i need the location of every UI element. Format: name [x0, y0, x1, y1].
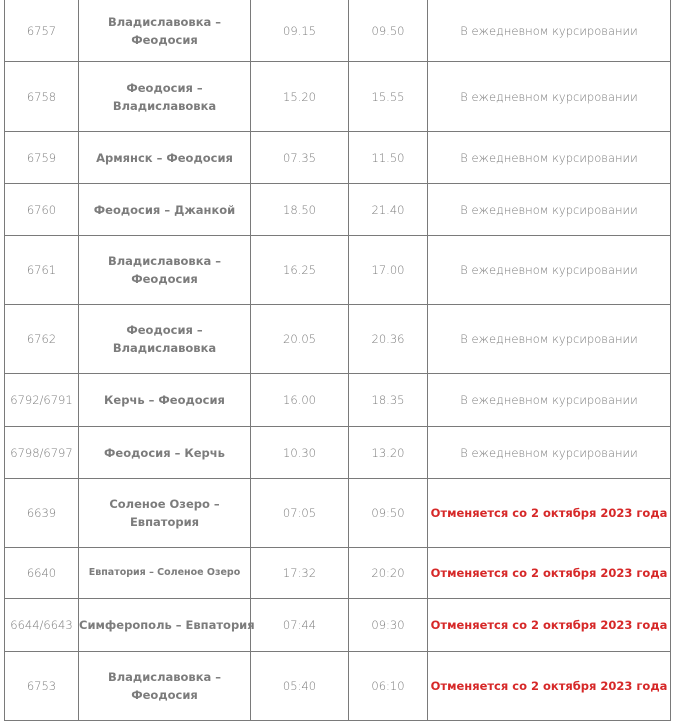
- train-number: 6639: [5, 479, 79, 548]
- route: Владиславовка – Феодосия: [79, 0, 251, 62]
- route: Феодосия – Владиславовка: [79, 305, 251, 374]
- departure-time: 07:05: [251, 479, 349, 548]
- arrival-time: 09:30: [349, 599, 428, 652]
- train-number: 6753: [5, 652, 79, 721]
- departure-time: 18.50: [251, 184, 349, 236]
- train-number: 6644/6643: [5, 599, 79, 652]
- route: Керчь – Феодосия: [79, 374, 251, 427]
- schedule-note: В ежедневном курсировании: [428, 132, 671, 184]
- train-schedule-table: [4, 0, 671, 721]
- cancellation-note: Отменяется со 2 октября 2023 года: [428, 548, 671, 599]
- table-row: [5, 652, 671, 721]
- route: Феодосия – Владиславовка: [79, 62, 251, 132]
- table-row: [5, 62, 671, 132]
- train-number: 6760: [5, 184, 79, 236]
- table-row: [5, 599, 671, 652]
- schedule-note: В ежедневном курсировании: [428, 62, 671, 132]
- departure-time: 05:40: [251, 652, 349, 721]
- train-number: 6792/6791: [5, 374, 79, 427]
- arrival-time: 15.55: [349, 62, 428, 132]
- route: Евпатория – Соленое Озеро: [79, 548, 251, 599]
- schedule-note: В ежедневном курсировании: [428, 427, 671, 479]
- route: Симферополь – Евпатория: [79, 599, 251, 652]
- cancellation-note: Отменяется со 2 октября 2023 года: [428, 599, 671, 652]
- arrival-time: 21.40: [349, 184, 428, 236]
- schedule-note: В ежедневном курсировании: [428, 184, 671, 236]
- route: Феодосия – Керчь: [79, 427, 251, 479]
- route: Феодосия – Джанкой: [79, 184, 251, 236]
- schedule-note: В ежедневном курсировании: [428, 0, 671, 62]
- table-row: [5, 427, 671, 479]
- departure-time: 10.30: [251, 427, 349, 479]
- table-row: [5, 548, 671, 599]
- route: Владиславовка – Феодосия: [79, 652, 251, 721]
- departure-time: 20.05: [251, 305, 349, 374]
- departure-time: 09.15: [251, 0, 349, 62]
- table-row: [5, 236, 671, 305]
- departure-time: 15.20: [251, 62, 349, 132]
- train-number: 6798/6797: [5, 427, 79, 479]
- arrival-time: 13.20: [349, 427, 428, 479]
- train-number: 6757: [5, 0, 79, 62]
- arrival-time: 17.00: [349, 236, 428, 305]
- cancellation-note: Отменяется со 2 октября 2023 года: [428, 652, 671, 721]
- table-row: [5, 305, 671, 374]
- departure-time: 07:44: [251, 599, 349, 652]
- train-number: 6761: [5, 236, 79, 305]
- route: Армянск – Феодосия: [79, 132, 251, 184]
- table-row: [5, 184, 671, 236]
- train-number: 6762: [5, 305, 79, 374]
- route: Владиславовка – Феодосия: [79, 236, 251, 305]
- departure-time: 17:32: [251, 548, 349, 599]
- departure-time: 07.35: [251, 132, 349, 184]
- table-row: [5, 132, 671, 184]
- table-row: [5, 374, 671, 427]
- table-row: [5, 0, 671, 62]
- arrival-time: 20:20: [349, 548, 428, 599]
- schedule-note: В ежедневном курсировании: [428, 305, 671, 374]
- arrival-time: 20.36: [349, 305, 428, 374]
- arrival-time: 09.50: [349, 0, 428, 62]
- train-number: 6759: [5, 132, 79, 184]
- schedule-note: В ежедневном курсировании: [428, 374, 671, 427]
- arrival-time: 11.50: [349, 132, 428, 184]
- route: Соленое Озеро – Евпатория: [79, 479, 251, 548]
- table-row: [5, 479, 671, 548]
- departure-time: 16.00: [251, 374, 349, 427]
- arrival-time: 06:10: [349, 652, 428, 721]
- cancellation-note: Отменяется со 2 октября 2023 года: [428, 479, 671, 548]
- arrival-time: 18.35: [349, 374, 428, 427]
- departure-time: 16.25: [251, 236, 349, 305]
- train-number: 6758: [5, 62, 79, 132]
- schedule-note: В ежедневном курсировании: [428, 236, 671, 305]
- arrival-time: 09:50: [349, 479, 428, 548]
- train-number: 6640: [5, 548, 79, 599]
